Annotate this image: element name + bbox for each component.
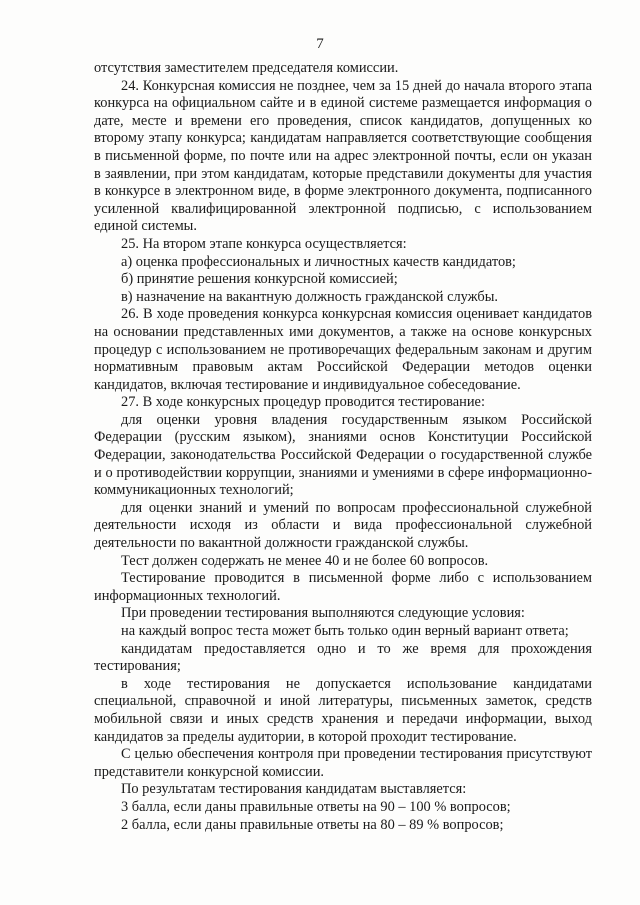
paragraph: По результатам тестирования кандидатам выставляется: <box>121 781 467 798</box>
paragraph: С целью обеспечения контроля при проведении тестирования присутствуют представители конкурсной комиссии. <box>94 746 592 780</box>
paragraph: для оценки уровня владения государственным языком Российской Федерации (русским языком), знаниями основ Конституции Российской Федерации, законодательства Российской Федерации о государственной службе и о противодействии коррупции, знаниями и умениями в сфере информационно-коммуникационных технологий; <box>94 411 592 499</box>
paragraph: 25. На втором этапе конкурса осуществляется: <box>121 235 407 252</box>
paragraph: 26. В ходе проведения конкурса конкурсная комиссия оценивает кандидатов на основании представленных ими документов, а также на основе конкурсных процедур с использованием не противоречащих федеральным законам и другим нормативным правовым актам Российской Федерации методов оценки кандидатов, включая тестирование и индивидуальное собеседование. <box>94 306 592 393</box>
paragraph: 2 балла, если даны правильные ответы на 80 – 89 % вопросов; <box>121 816 504 833</box>
document-body <box>94 60 592 834</box>
paragraph: а) оценка профессиональных и личностных качеств кандидатов; <box>121 253 516 270</box>
paragraph: При проведении тестирования выполняются следующие условия: <box>121 605 525 622</box>
paragraph: Тестирование проводится в письменной форме либо с использованием информационных технологий. <box>94 570 592 604</box>
paragraph: Тест должен содержать не менее 40 и не более 60 вопросов. <box>121 552 489 569</box>
paragraph: в) назначение на вакантную должность гражданской службы. <box>121 288 498 305</box>
paragraph: кандидатам предоставляется одно и то же время для прохождения тестирования; <box>94 640 592 675</box>
paragraph: 3 балла, если даны правильные ответы на 90 – 100 % вопросов; <box>121 798 511 815</box>
paragraph: на каждый вопрос теста может быть только один верный вариант ответа; <box>121 623 569 639</box>
paragraph: 24. Конкурсная комиссия не позднее, чем за 15 дней до начала второго этапа конкурса на официальном сайте и в единой системе размещается информация о дате, месте и времени его проведения, список кандидатов, допущенных ко второму этапу конкурса; кандидатам направляется соответствующие сообщения в письменной форме, по почте или на адрес электронной почты, если он указан в заявлении, при этом кандидатам, которые представили документы для участия в конкурсе в электронном виде, в форме электронного документа, подписанного усиленной квалифицированной электронной подписью, с использованием единой системы. <box>94 77 592 235</box>
paragraph: 27. В ходе конкурсных процедур проводится тестирование: <box>121 394 485 411</box>
paragraph: для оценки знаний и умений по вопросам профессиональной служебной деятельности исходя из области и вида профессиональной служебной деятельности по вакантной должности гражданской службы. <box>94 499 592 552</box>
paragraph: в ходе тестирования не допускается использование кандидатами специальной, справочной и иной литературы, письменных заметок, средств мобильной связи и иных средств хранения и передачи информации, выход кандидатов за пределы аудитории, в которой проходит тестирование. <box>94 675 592 745</box>
page-number: 7 <box>316 36 324 52</box>
paragraph: отсутствия заместителем председателя комиссии. <box>94 60 399 76</box>
paragraph: б) принятие решения конкурсной комиссией; <box>121 271 398 288</box>
